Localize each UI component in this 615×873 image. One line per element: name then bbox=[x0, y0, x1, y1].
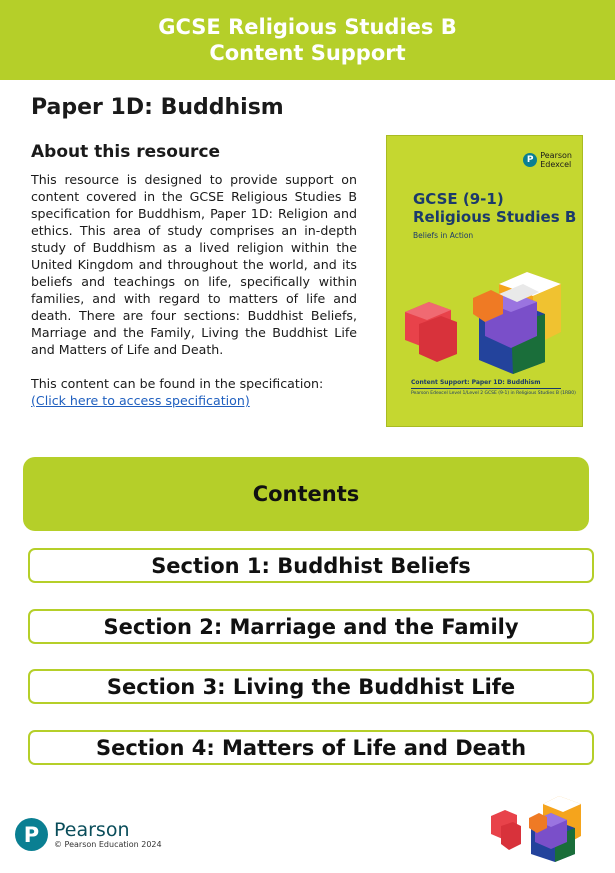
cover-logo-line1: Pearson bbox=[540, 151, 572, 160]
footer-pearson-logo bbox=[15, 818, 162, 851]
section-2-button[interactable] bbox=[28, 609, 594, 644]
section-1-label: Section 1: Buddhist Beliefs bbox=[151, 553, 471, 578]
book-cover-image bbox=[386, 135, 583, 427]
section-3-label: Section 3: Living the Buddhist Life bbox=[106, 674, 516, 699]
spec-text: This content can be found in the specification: bbox=[31, 376, 324, 391]
footer-cubes-icon bbox=[489, 792, 589, 862]
cover-logo-line2: Edexcel bbox=[540, 160, 572, 169]
section-3-button[interactable] bbox=[28, 669, 594, 704]
pearson-logo-icon: P bbox=[15, 818, 48, 851]
paper-title: Paper 1D: Buddhism bbox=[31, 95, 284, 120]
about-heading: About this resource bbox=[31, 142, 221, 162]
cover-fine-print: Pearson Edexcel Level 1/Level 2 GCSE (9-1) in Religious Studies B (1RB0) bbox=[411, 391, 576, 396]
contents-heading-box bbox=[23, 457, 589, 531]
contents-heading: Contents bbox=[252, 482, 360, 506]
section-4-button[interactable] bbox=[28, 730, 594, 765]
pearson-logo-icon: P bbox=[523, 153, 537, 167]
cover-pearson-logo bbox=[523, 151, 572, 169]
about-body: This resource is designed to provide support on content covered in the GCSE Religious Studies B specification for Buddhism, Paper 1D: Religion and ethics. This area of study comprises an in-depth study of Buddhism as a lived religion within the United Kingdom and throughout the world, and its beliefs and teachings on life, specifically within families, and with regard to matters of life and death. There are four sections: Buddhist Beliefs, Marriage and the Family, Living the Buddhist Life and Matters of Life and Death. bbox=[31, 172, 357, 357]
cover-title-line1: GCSE (9-1) bbox=[413, 190, 504, 208]
cubes-illustration bbox=[399, 254, 574, 374]
cover-divider bbox=[411, 388, 561, 389]
section-1-button[interactable] bbox=[28, 548, 594, 583]
specification-link[interactable]: (Click here to access specification) bbox=[31, 393, 250, 408]
footer-brand: Pearson bbox=[54, 818, 130, 841]
cover-title-line2: Religious Studies B bbox=[413, 208, 577, 226]
header-title-line2: Content Support bbox=[209, 41, 406, 65]
footer-copyright: © Pearson Education 2024 bbox=[54, 839, 162, 849]
header-title-line1: GCSE Religious Studies B bbox=[158, 15, 457, 39]
header-banner bbox=[0, 0, 615, 80]
section-4-label: Section 4: Matters of Life and Death bbox=[95, 735, 527, 760]
section-2-label: Section 2: Marriage and the Family bbox=[103, 614, 519, 639]
cover-support-label: Content Support: Paper 1D: Buddhism bbox=[411, 379, 541, 386]
cover-subtitle: Beliefs in Action bbox=[413, 231, 474, 240]
